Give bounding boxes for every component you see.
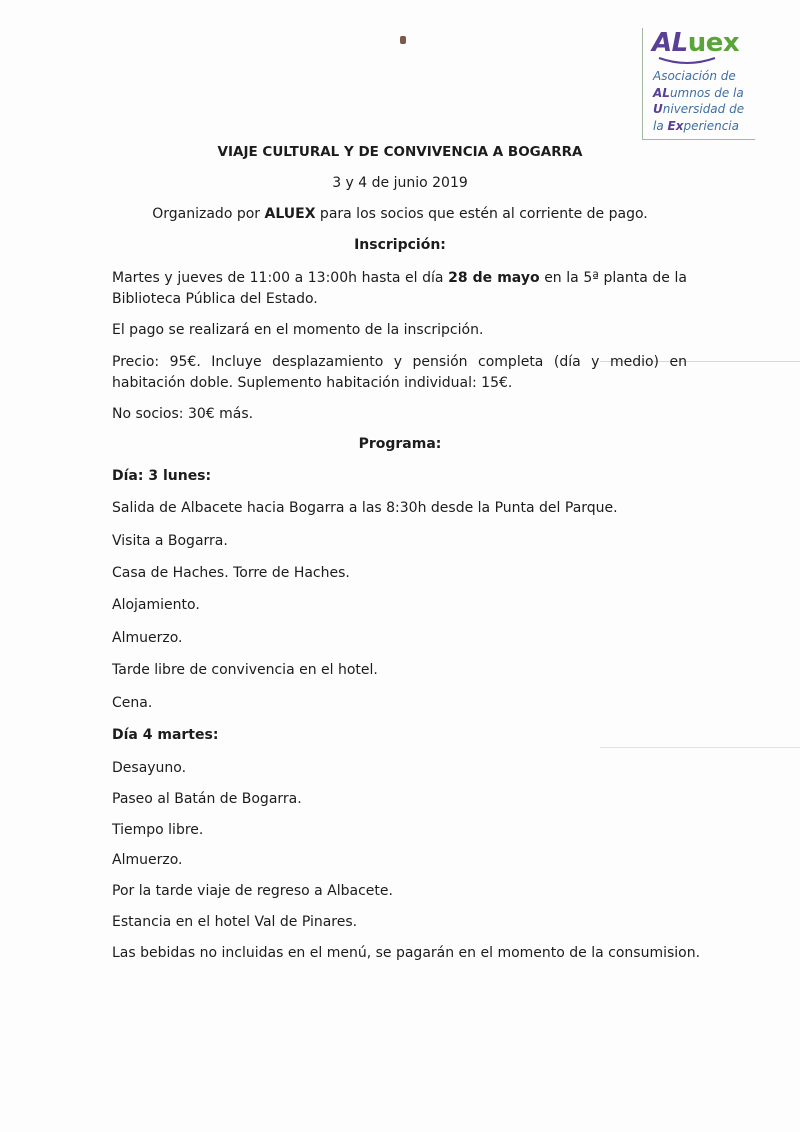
trip-date: 3 y 4 de junio 2019 [332,175,468,191]
list-item: Alojamiento. [112,597,200,613]
logo-mark: ALuex [652,28,740,58]
aluex-logo [642,28,755,140]
non-members-note: No socios: 30€ más. [112,406,254,422]
list-item: Paseo al Batán de Bogarra. [112,791,302,807]
logo-text: Asociación de ALumnos de la Universidad de la Experiencia [653,69,745,133]
list-item: Visita a Bogarra. [112,533,228,549]
scan-artifact-line [600,747,800,748]
list-item: Tarde libre de convivencia en el hotel. [112,662,378,678]
list-item: Por la tarde viaje de regreso a Albacete. [112,883,393,899]
day1-heading: Día: 3 lunes: [112,468,212,484]
logo-swoosh-icon [657,56,717,66]
list-item: Estancia en el hotel Val de Pinares. [112,914,358,930]
list-item: Tiempo libre. [112,822,204,838]
list-item: Salida de Albacete hacia Bogarra a las 8:30h desde la Punta del Parque. [112,500,618,516]
price-note: Precio: 95€. Incluye desplazamiento y pensión completa (día y medio) en habitación doble. Suplemento habitación individual: 15€. [112,354,687,391]
list-item: Casa de Haches. Torre de Haches. [112,565,350,581]
list-item: Cena. [112,695,153,711]
program-heading: Programa: [358,436,442,452]
list-item: Las bebidas no incluidas en el menú, se pagarán en el momento de la consumision. [112,945,701,961]
list-item: Almuerzo. [112,630,183,646]
list-item: Almuerzo. [112,852,183,868]
day2-heading: Día 4 martes: [112,727,219,743]
payment-note: El pago se realizará en el momento de la inscripción. [112,322,484,338]
organizer-line: Organizado por ALUEX para los socios que estén al corriente de pago. [152,206,648,222]
list-item: Desayuno. [112,760,187,776]
inscription-heading: Inscripción: [354,237,446,253]
inscription-schedule: Martes y jueves de 11:00 a 13:00h hasta el día 28 de mayo en la 5ª planta de la Biblioteca Pública del Estado. [112,270,687,307]
document-title: VIAJE CULTURAL Y DE CONVIVENCIA A BOGARRA [217,144,583,160]
scan-speck [400,36,406,44]
